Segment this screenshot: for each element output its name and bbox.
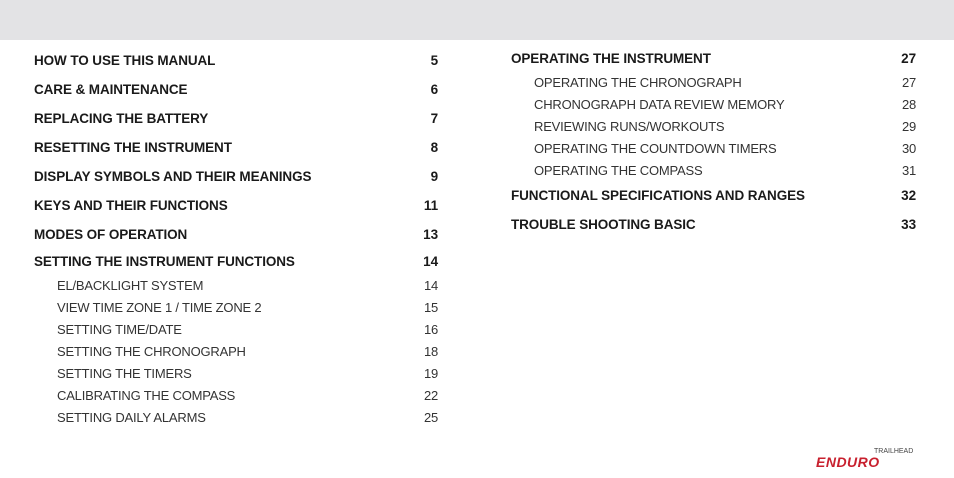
toc-subentry[interactable]: [34, 362, 438, 384]
toc-subentry[interactable]: [511, 115, 916, 137]
toc-page: 30: [901, 140, 916, 156]
toc-label: OPERATING THE COUNTDOWN TIMERS: [534, 140, 777, 156]
toc-subentry[interactable]: [511, 71, 916, 93]
toc-page: 6: [430, 82, 438, 97]
toc-label: CHRONOGRAPH DATA REVIEW MEMORY: [534, 96, 785, 112]
toc-page: 29: [901, 118, 916, 134]
toc-entry[interactable]: [34, 75, 438, 104]
toc-right-column: [511, 46, 916, 239]
toc-page: 33: [901, 217, 916, 232]
toc-subentry[interactable]: [34, 340, 438, 362]
toc-page: 25: [423, 409, 438, 425]
toc-label: SETTING TIME/DATE: [57, 321, 182, 337]
toc-page: 18: [423, 343, 438, 359]
toc-label: SETTING THE INSTRUMENT FUNCTIONS: [34, 254, 295, 269]
toc-entry[interactable]: [34, 104, 438, 133]
toc-label: HOW TO USE THIS MANUAL: [34, 53, 216, 68]
toc-subentry[interactable]: [34, 274, 438, 296]
toc-entry[interactable]: [511, 210, 916, 239]
toc-label: VIEW TIME ZONE 1 / TIME ZONE 2: [57, 299, 262, 315]
toc-subentry[interactable]: [511, 159, 916, 181]
toc-page: 15: [423, 299, 438, 315]
toc-entry[interactable]: [34, 46, 438, 75]
toc-label: EL/BACKLIGHT SYSTEM: [57, 277, 204, 293]
toc-subentry[interactable]: [511, 137, 916, 159]
toc-page: 11: [423, 198, 438, 213]
toc-page: 22: [423, 387, 438, 403]
toc-label: KEYS AND THEIR FUNCTIONS: [34, 198, 228, 213]
toc-label: CARE & MAINTENANCE: [34, 82, 188, 97]
logo-brand: ENDURO: [816, 454, 880, 470]
toc-left-column: [34, 46, 438, 428]
toc-label: CALIBRATING THE COMPASS: [57, 387, 236, 403]
toc-page: 5: [430, 53, 438, 68]
toc-label: DISPLAY SYMBOLS AND THEIR MEANINGS: [34, 169, 312, 184]
toc-label: SETTING THE TIMERS: [57, 365, 192, 381]
toc-page: 13: [423, 227, 438, 242]
toc-entry[interactable]: [34, 249, 438, 274]
toc-page: 9: [430, 169, 438, 184]
toc-label: SETTING THE CHRONOGRAPH: [57, 343, 246, 359]
toc-subentry[interactable]: [511, 93, 916, 115]
toc-label: OPERATING THE COMPASS: [534, 162, 703, 178]
logo-subtext: TRAILHEAD: [874, 448, 914, 455]
toc-page: 7: [430, 111, 438, 126]
toc-label: OPERATING THE INSTRUMENT: [511, 51, 711, 66]
toc-page: 27: [901, 51, 916, 66]
toc-label: RESETTING THE INSTRUMENT: [34, 140, 232, 155]
toc-label: FUNCTIONAL SPECIFICATIONS AND RANGES: [511, 188, 805, 203]
toc-page: 28: [901, 96, 916, 112]
toc-page: 32: [901, 188, 916, 203]
toc-label: REPLACING THE BATTERY: [34, 111, 209, 126]
top-bar: [0, 0, 954, 40]
toc-label: SETTING DAILY ALARMS: [57, 409, 206, 425]
toc-entry[interactable]: [511, 181, 916, 210]
toc-entry[interactable]: [511, 46, 916, 71]
enduro-logo: [816, 448, 916, 468]
toc-page: 14: [423, 277, 438, 293]
toc-entry[interactable]: [34, 133, 438, 162]
toc-entry[interactable]: [34, 162, 438, 191]
toc-label: MODES OF OPERATION: [34, 227, 188, 242]
toc-subentry[interactable]: [34, 384, 438, 406]
toc-page: 14: [423, 254, 438, 269]
toc-page: 31: [901, 162, 916, 178]
toc-subentry[interactable]: [34, 296, 438, 318]
toc-label: TROUBLE SHOOTING BASIC: [511, 217, 696, 232]
toc-entry[interactable]: [34, 220, 438, 249]
toc-page: 27: [901, 74, 916, 90]
toc-label: REVIEWING RUNS/WORKOUTS: [534, 118, 725, 134]
toc-entry[interactable]: [34, 191, 438, 220]
toc-page: 16: [423, 321, 438, 337]
toc-subentry[interactable]: [34, 406, 438, 428]
toc-subentry[interactable]: [34, 318, 438, 340]
toc-page: 19: [423, 365, 438, 381]
toc-page: 8: [430, 140, 438, 155]
toc-label: OPERATING THE CHRONOGRAPH: [534, 74, 742, 90]
